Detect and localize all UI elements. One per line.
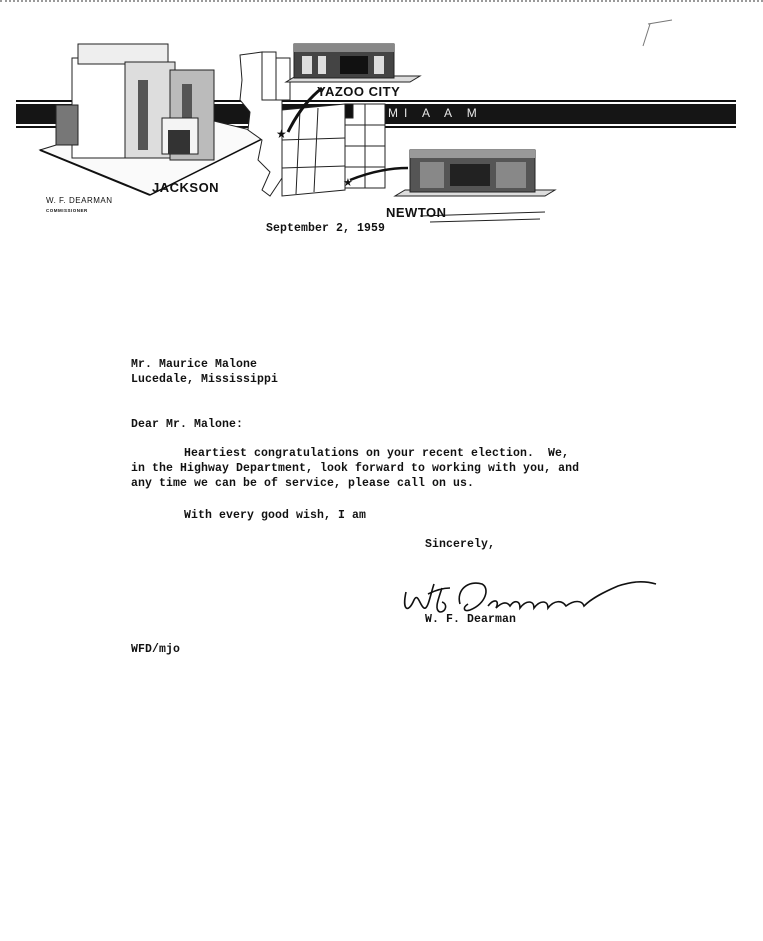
newton-star-icon: ★: [343, 176, 353, 189]
recipient-name: Mr. Maurice Malone: [131, 358, 258, 371]
banner-text: MI A A M: [388, 106, 483, 120]
corner-mark: [643, 20, 672, 46]
paragraph-1-line-3: any time we can be of service, please call on us.: [131, 477, 475, 490]
signer-name: W. F. Dearman: [425, 613, 517, 626]
recipient-city: Lucedale, Mississippi: [131, 373, 279, 386]
yazoo-city-label: YAZOO CITY: [317, 84, 401, 99]
salutation: Dear Mr. Malone:: [131, 418, 244, 431]
newton-label: NEWTON: [386, 205, 447, 220]
letter-date: September 2, 1959: [266, 222, 386, 235]
commissioner-title: COMMISSIONER: [46, 208, 88, 213]
jackson-star-icon: ★: [276, 127, 287, 141]
paragraph-1-line-1: Heartiest congratulations on your recent election. We,: [184, 447, 570, 460]
yazoo-city-building-illustration: [286, 44, 420, 82]
letterhead-illustration: [0, 0, 763, 240]
paragraph-1-line-2: in the Highway Department, look forward to working with you, and: [131, 462, 580, 475]
closing: Sincerely,: [425, 538, 496, 551]
jackson-label: JACKSON: [152, 180, 220, 195]
commissioner-name: W. F. DEARMAN: [46, 196, 113, 205]
paragraph-2: With every good wish, I am: [184, 509, 367, 522]
letterhead: [0, 0, 763, 240]
reference-initials: WFD/mjo: [131, 643, 181, 656]
